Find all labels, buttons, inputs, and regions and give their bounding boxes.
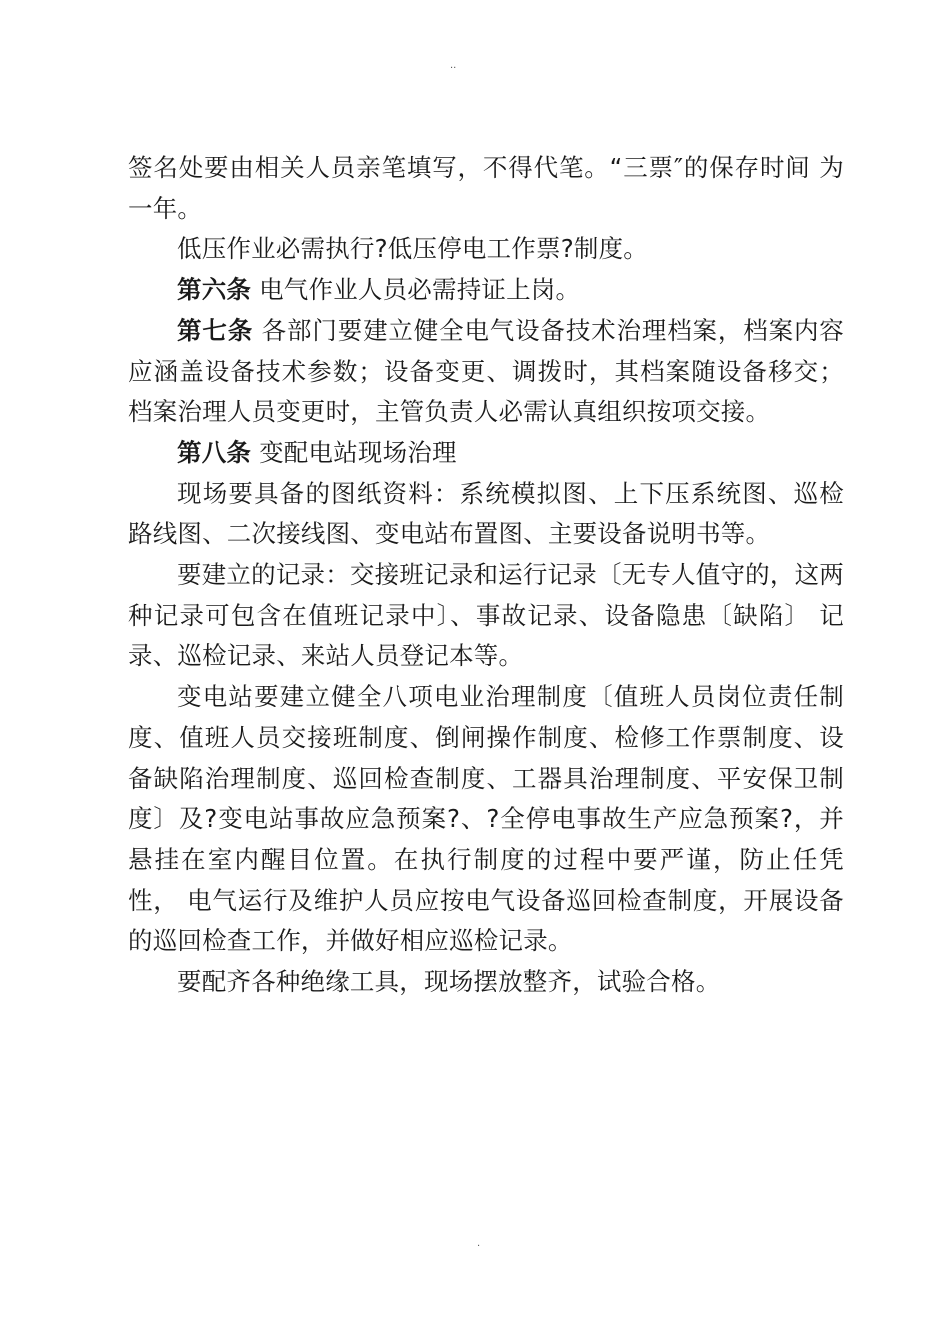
paragraph-text: 电气作业人员必需持证上岗。: [251, 275, 581, 305]
paragraph-records: [128, 555, 844, 677]
paragraph-text: 要配齐各种绝缘工具，现场摆放整齐，试验合格。: [177, 967, 721, 997]
paragraph-text: 签名处要由相关人员亲笔填写，不得代笔。“三票″的保存时间 为一年。: [128, 153, 844, 223]
article-7: [128, 311, 844, 433]
page-header-mark: ..: [450, 60, 457, 71]
paragraph-regulations: [128, 677, 844, 962]
paragraph-text: 现场要具备的图纸资料：系统模拟图、上下压系统图、巡检 路线图、二次接线图、变电站布置图、主要设备说明书等。: [128, 478, 844, 549]
article-8: [128, 433, 844, 474]
paragraph-low-voltage: [128, 229, 844, 270]
paragraph-text: 低压作业必需执行?低压停电工作票?制度。: [177, 234, 649, 264]
paragraph-signature: [128, 148, 844, 229]
page-footer-mark: .: [477, 1238, 481, 1249]
article-6: [128, 270, 844, 311]
paragraph-text: 变配电站现场治理: [251, 437, 457, 467]
paragraph-drawings: [128, 474, 844, 555]
paragraph-text: 各部门要建立健全电气设备技术治理档案，档案内容应涵盖设备技术参数；设备变更、调拨时，其档案随设备移交； 档案治理人员变更时，主管负责人必需认真组织按项交接。: [128, 315, 844, 427]
article-heading: 第八条: [177, 437, 252, 467]
article-heading: 第七条: [177, 315, 254, 345]
paragraph-insulation-tools: [128, 962, 844, 1003]
article-heading: 第六条: [177, 275, 252, 305]
document-body: [128, 148, 844, 1003]
paragraph-text: 变电站要建立健全八项电业治理制度〔值班人员岗位责任制度、值班人员交接班制度、倒闸操作制度、检修工作票制度、设备缺陷治理制度、巡回检查制度、工器具治理制度、平安保卫制度〕及?变电站事故应急预案?、?全停电事故生产应急预案?，并悬挂在室内醒目位置。在执行制度的过程中要严谨，防止任凭性， 电气运行及维护人员应按电气设备巡回检查制度，开展设备的巡回检查工作，并做好相应巡检记录。: [128, 682, 844, 956]
paragraph-text: 要建立的记录：交接班记录和运行记录〔无专人值守的，这两种记录可包含在值班记录中〕、事故记录、设备隐患〔缺陷〕 记录、巡检记录、来站人员登记本等。: [128, 560, 844, 671]
